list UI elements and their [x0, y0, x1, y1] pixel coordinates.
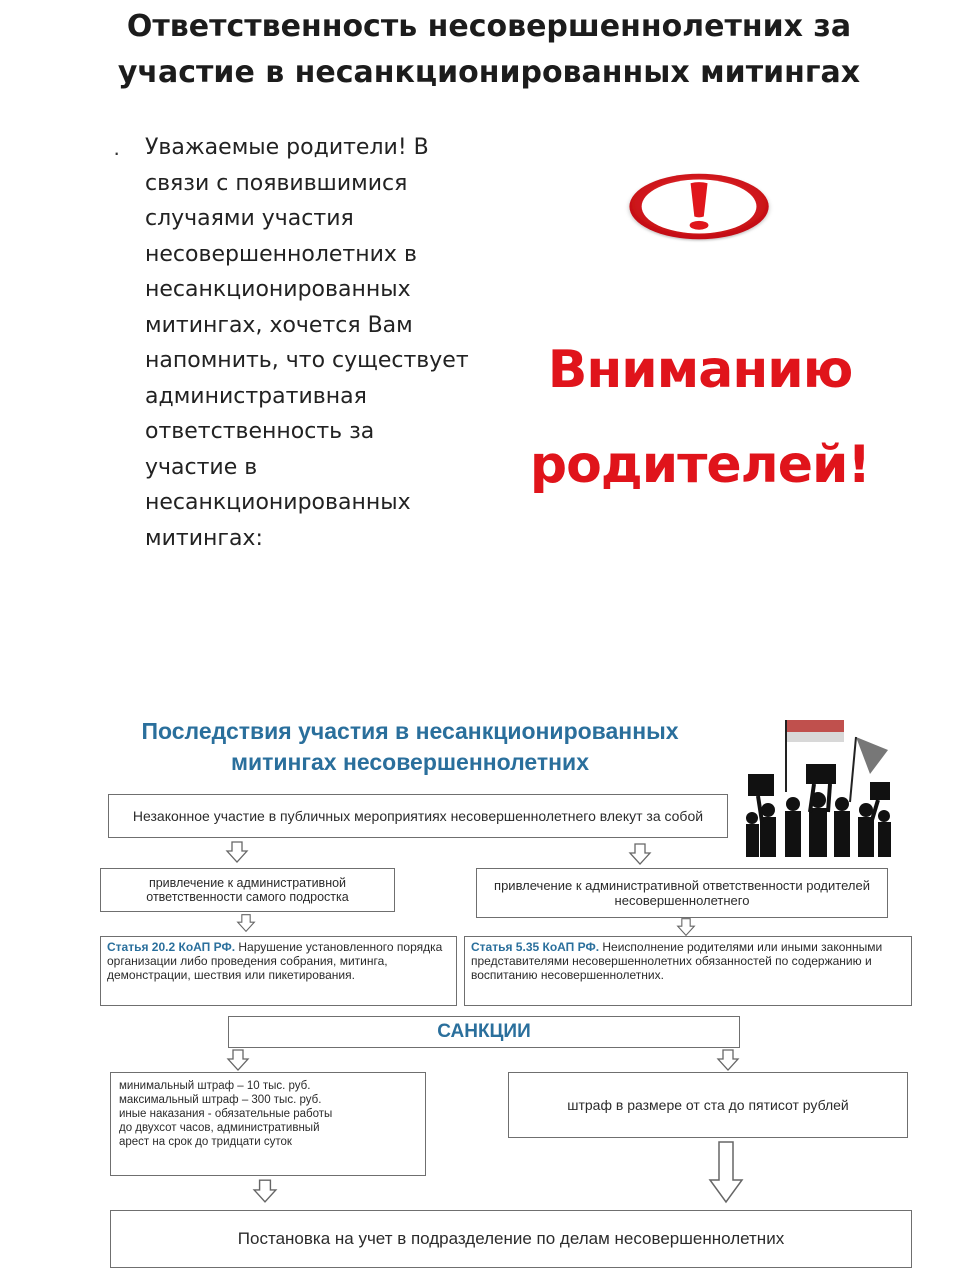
article-5-35-text: Неисполнение родителями или иными законными представителями несовершеннолетних обязанностей по содержанию и воспитанию несовершеннолетних. [471, 940, 883, 982]
intro-line: несанкционированных [145, 490, 411, 515]
sanction-line: максимальный штраф – 300 тыс. руб. [119, 1094, 322, 1106]
diagram-title-line-2: митингах несовершеннолетних [230, 749, 589, 775]
intro-line: случаями участия [145, 206, 354, 231]
flow-bottom-box: Постановка на учет в подразделение по делам несовершеннолетних [110, 1210, 912, 1268]
flow-right-article-box [464, 936, 912, 1006]
intro-paragraph [145, 130, 505, 556]
article-20-2-text: Нарушение установленного порядка организации либо проведения собрания, митинга, демонстрации, шествия или пикетирования. [107, 940, 443, 982]
flow-right-sanction-box: штраф в размере от ста до пятисот рублей [508, 1072, 908, 1138]
intro-line: митингах: [145, 525, 263, 551]
exclamation-circle-icon [520, 170, 880, 330]
page-title-line-2: участие в несанкционированных митингах [117, 55, 861, 90]
flow-left-sanctions-box [110, 1072, 426, 1176]
intro-line: административная [145, 383, 367, 409]
down-arrow-icon [708, 1140, 744, 1204]
intro-line: участие в [145, 454, 258, 480]
intro-line: несовершеннолетних в [145, 241, 417, 267]
flow-left-level1-box: привлечение к административной ответственности самого подростка [100, 868, 395, 912]
attention-heading-line-1: Вниманию [547, 340, 853, 400]
down-arrow-icon [716, 1048, 740, 1072]
sanction-line: минимальный штраф – 10 тыс. руб. [119, 1080, 311, 1092]
sanction-line: до двухсот часов, административный [119, 1122, 320, 1134]
page-title-line-1: Ответственность несовершеннолетних за [126, 9, 852, 44]
diagram-title [100, 716, 720, 778]
diagram-title-line-1: Последствия участия в несанкционированных [141, 718, 679, 744]
bullet-marker: · [113, 140, 121, 165]
flow-top-box: Незаконное участие в публичных мероприятиях несовершеннолетнего влекут за собой [108, 794, 728, 838]
page-title [0, 4, 978, 96]
down-arrow-icon [225, 840, 249, 864]
flow-right-level1-box: привлечение к административной ответственности родителей несовершеннолетнего [476, 868, 888, 918]
down-arrow-icon [226, 1048, 250, 1072]
down-arrow-icon [236, 913, 256, 933]
article-20-2-ref: Статья 20.2 КоАП РФ. [107, 940, 236, 954]
down-arrow-icon [676, 917, 696, 937]
intro-line: связи с появившимися [145, 170, 408, 196]
protest-crowd-illustration [738, 712, 898, 862]
sanction-line: иные наказания - обязательные работы [119, 1108, 333, 1120]
intro-line: митингах, хочется Вам [145, 312, 413, 338]
down-arrow-icon [252, 1178, 278, 1204]
intro-line: ответственность за [145, 419, 375, 444]
intro-line: напомнить, что существует [145, 348, 469, 373]
sanctions-label-box: САНКЦИИ [228, 1016, 740, 1048]
intro-line: Уважаемые родители! В [145, 135, 429, 160]
down-arrow-icon [628, 842, 652, 866]
attention-heading-line-2: родителей! [529, 435, 871, 495]
sanction-line: арест на срок до тридцати суток [119, 1136, 292, 1148]
article-5-35-ref: Статья 5.35 КоАП РФ. [471, 940, 600, 954]
intro-line: несанкционированных [145, 277, 411, 302]
flow-left-article-box [100, 936, 457, 1006]
